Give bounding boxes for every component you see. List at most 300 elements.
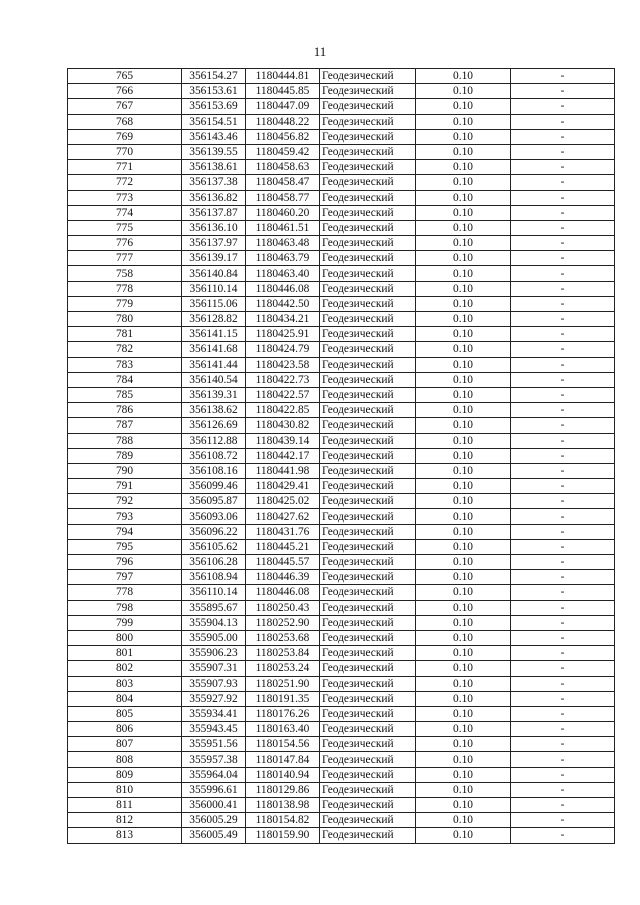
note-cell: - xyxy=(511,767,615,782)
method-cell: Геодезический xyxy=(320,327,416,342)
method-cell: Геодезический xyxy=(320,782,416,797)
method-cell: Геодезический xyxy=(320,175,416,190)
x-coordinate-cell: 356139.55 xyxy=(182,144,246,159)
note-cell: - xyxy=(511,691,615,706)
x-coordinate-cell: 355957.38 xyxy=(182,752,246,767)
table-row xyxy=(68,357,615,372)
accuracy-cell: 0.10 xyxy=(416,524,511,539)
x-coordinate-cell: 356126.69 xyxy=(182,418,246,433)
point-number-cell: 811 xyxy=(68,798,182,813)
method-cell: Геодезический xyxy=(320,251,416,266)
accuracy-cell: 0.10 xyxy=(416,114,511,129)
accuracy-cell: 0.10 xyxy=(416,615,511,630)
point-number-cell: 770 xyxy=(68,144,182,159)
accuracy-cell: 0.10 xyxy=(416,737,511,752)
accuracy-cell: 0.10 xyxy=(416,69,511,84)
accuracy-cell: 0.10 xyxy=(416,418,511,433)
coordinates-table-body xyxy=(68,69,615,844)
accuracy-cell: 0.10 xyxy=(416,676,511,691)
accuracy-cell: 0.10 xyxy=(416,509,511,524)
table-row xyxy=(68,600,615,615)
accuracy-cell: 0.10 xyxy=(416,160,511,175)
x-coordinate-cell: 356141.44 xyxy=(182,357,246,372)
note-cell: - xyxy=(511,448,615,463)
table-row xyxy=(68,448,615,463)
y-coordinate-cell: 1180448.22 xyxy=(246,114,320,129)
y-coordinate-cell: 1180445.57 xyxy=(246,555,320,570)
y-coordinate-cell: 1180253.84 xyxy=(246,646,320,661)
x-coordinate-cell: 355943.45 xyxy=(182,722,246,737)
table-row xyxy=(68,433,615,448)
point-number-cell: 808 xyxy=(68,752,182,767)
y-coordinate-cell: 1180140.94 xyxy=(246,767,320,782)
table-row xyxy=(68,114,615,129)
note-cell: - xyxy=(511,479,615,494)
accuracy-cell: 0.10 xyxy=(416,357,511,372)
table-row xyxy=(68,585,615,600)
note-cell: - xyxy=(511,236,615,251)
accuracy-cell: 0.10 xyxy=(416,767,511,782)
accuracy-cell: 0.10 xyxy=(416,798,511,813)
y-coordinate-cell: 1180442.17 xyxy=(246,448,320,463)
method-cell: Геодезический xyxy=(320,570,416,585)
method-cell: Геодезический xyxy=(320,220,416,235)
x-coordinate-cell: 356106.28 xyxy=(182,555,246,570)
y-coordinate-cell: 1180251.90 xyxy=(246,676,320,691)
y-coordinate-cell: 1180427.62 xyxy=(246,509,320,524)
y-coordinate-cell: 1180460.20 xyxy=(246,205,320,220)
x-coordinate-cell: 355895.67 xyxy=(182,600,246,615)
point-number-cell: 765 xyxy=(68,69,182,84)
y-coordinate-cell: 1180422.73 xyxy=(246,372,320,387)
point-number-cell: 772 xyxy=(68,175,182,190)
point-number-cell: 775 xyxy=(68,220,182,235)
x-coordinate-cell: 356137.87 xyxy=(182,205,246,220)
note-cell: - xyxy=(511,600,615,615)
x-coordinate-cell: 356128.82 xyxy=(182,312,246,327)
table-row xyxy=(68,312,615,327)
method-cell: Геодезический xyxy=(320,190,416,205)
note-cell: - xyxy=(511,144,615,159)
note-cell: - xyxy=(511,555,615,570)
point-number-cell: 798 xyxy=(68,600,182,615)
accuracy-cell: 0.10 xyxy=(416,144,511,159)
point-number-cell: 784 xyxy=(68,372,182,387)
accuracy-cell: 0.10 xyxy=(416,281,511,296)
accuracy-cell: 0.10 xyxy=(416,220,511,235)
accuracy-cell: 0.10 xyxy=(416,175,511,190)
point-number-cell: 790 xyxy=(68,463,182,478)
note-cell: - xyxy=(511,752,615,767)
y-coordinate-cell: 1180446.39 xyxy=(246,570,320,585)
accuracy-cell: 0.10 xyxy=(416,494,511,509)
x-coordinate-cell: 356110.14 xyxy=(182,585,246,600)
accuracy-cell: 0.10 xyxy=(416,813,511,828)
table-row xyxy=(68,767,615,782)
method-cell: Геодезический xyxy=(320,722,416,737)
note-cell: - xyxy=(511,661,615,676)
table-row xyxy=(68,798,615,813)
table-row xyxy=(68,737,615,752)
point-number-cell: 794 xyxy=(68,524,182,539)
note-cell: - xyxy=(511,190,615,205)
method-cell: Геодезический xyxy=(320,494,416,509)
x-coordinate-cell: 356093.06 xyxy=(182,509,246,524)
x-coordinate-cell: 356139.17 xyxy=(182,251,246,266)
method-cell: Геодезический xyxy=(320,767,416,782)
table-row xyxy=(68,403,615,418)
table-row xyxy=(68,509,615,524)
point-number-cell: 778 xyxy=(68,281,182,296)
accuracy-cell: 0.10 xyxy=(416,630,511,645)
point-number-cell: 807 xyxy=(68,737,182,752)
note-cell: - xyxy=(511,509,615,524)
x-coordinate-cell: 356095.87 xyxy=(182,494,246,509)
table-row xyxy=(68,630,615,645)
note-cell: - xyxy=(511,84,615,99)
point-number-cell: 803 xyxy=(68,676,182,691)
method-cell: Геодезический xyxy=(320,646,416,661)
table-row xyxy=(68,782,615,797)
accuracy-cell: 0.10 xyxy=(416,752,511,767)
x-coordinate-cell: 356137.97 xyxy=(182,236,246,251)
method-cell: Геодезический xyxy=(320,433,416,448)
y-coordinate-cell: 1180129.86 xyxy=(246,782,320,797)
table-row xyxy=(68,342,615,357)
table-row xyxy=(68,372,615,387)
point-number-cell: 780 xyxy=(68,312,182,327)
y-coordinate-cell: 1180163.40 xyxy=(246,722,320,737)
method-cell: Геодезический xyxy=(320,828,416,843)
note-cell: - xyxy=(511,646,615,661)
accuracy-cell: 0.10 xyxy=(416,661,511,676)
x-coordinate-cell: 355996.61 xyxy=(182,782,246,797)
method-cell: Геодезический xyxy=(320,160,416,175)
x-coordinate-cell: 356108.94 xyxy=(182,570,246,585)
table-row xyxy=(68,418,615,433)
accuracy-cell: 0.10 xyxy=(416,296,511,311)
note-cell: - xyxy=(511,418,615,433)
method-cell: Геодезический xyxy=(320,281,416,296)
accuracy-cell: 0.10 xyxy=(416,479,511,494)
note-cell: - xyxy=(511,722,615,737)
table-row xyxy=(68,813,615,828)
point-number-cell: 776 xyxy=(68,236,182,251)
note-cell: - xyxy=(511,676,615,691)
x-coordinate-cell: 356154.51 xyxy=(182,114,246,129)
point-number-cell: 797 xyxy=(68,570,182,585)
method-cell: Геодезический xyxy=(320,676,416,691)
note-cell: - xyxy=(511,403,615,418)
method-cell: Геодезический xyxy=(320,236,416,251)
point-number-cell: 805 xyxy=(68,706,182,721)
note-cell: - xyxy=(511,433,615,448)
accuracy-cell: 0.10 xyxy=(416,266,511,281)
method-cell: Геодезический xyxy=(320,737,416,752)
point-number-cell: 787 xyxy=(68,418,182,433)
note-cell: - xyxy=(511,387,615,402)
y-coordinate-cell: 1180176.26 xyxy=(246,706,320,721)
accuracy-cell: 0.10 xyxy=(416,691,511,706)
point-number-cell: 809 xyxy=(68,767,182,782)
x-coordinate-cell: 356110.14 xyxy=(182,281,246,296)
point-number-cell: 799 xyxy=(68,615,182,630)
y-coordinate-cell: 1180422.85 xyxy=(246,403,320,418)
table-row xyxy=(68,828,615,843)
accuracy-cell: 0.10 xyxy=(416,646,511,661)
point-number-cell: 778 xyxy=(68,585,182,600)
x-coordinate-cell: 355964.04 xyxy=(182,767,246,782)
table-row xyxy=(68,570,615,585)
point-number-cell: 789 xyxy=(68,448,182,463)
table-row xyxy=(68,84,615,99)
point-number-cell: 802 xyxy=(68,661,182,676)
point-number-cell: 800 xyxy=(68,630,182,645)
note-cell: - xyxy=(511,524,615,539)
table-row xyxy=(68,615,615,630)
y-coordinate-cell: 1180463.48 xyxy=(246,236,320,251)
note-cell: - xyxy=(511,828,615,843)
y-coordinate-cell: 1180458.63 xyxy=(246,160,320,175)
note-cell: - xyxy=(511,69,615,84)
point-number-cell: 779 xyxy=(68,296,182,311)
point-number-cell: 769 xyxy=(68,129,182,144)
accuracy-cell: 0.10 xyxy=(416,129,511,144)
x-coordinate-cell: 355906.23 xyxy=(182,646,246,661)
method-cell: Геодезический xyxy=(320,342,416,357)
accuracy-cell: 0.10 xyxy=(416,342,511,357)
y-coordinate-cell: 1180441.98 xyxy=(246,463,320,478)
x-coordinate-cell: 356141.15 xyxy=(182,327,246,342)
x-coordinate-cell: 356153.61 xyxy=(182,84,246,99)
x-coordinate-cell: 356153.69 xyxy=(182,99,246,114)
note-cell: - xyxy=(511,570,615,585)
method-cell: Геодезический xyxy=(320,615,416,630)
point-number-cell: 771 xyxy=(68,160,182,175)
note-cell: - xyxy=(511,782,615,797)
note-cell: - xyxy=(511,251,615,266)
y-coordinate-cell: 1180458.47 xyxy=(246,175,320,190)
table-row xyxy=(68,479,615,494)
x-coordinate-cell: 356138.61 xyxy=(182,160,246,175)
y-coordinate-cell: 1180154.82 xyxy=(246,813,320,828)
method-cell: Геодезический xyxy=(320,463,416,478)
note-cell: - xyxy=(511,312,615,327)
note-cell: - xyxy=(511,630,615,645)
table-row xyxy=(68,190,615,205)
table-row xyxy=(68,236,615,251)
y-coordinate-cell: 1180425.91 xyxy=(246,327,320,342)
y-coordinate-cell: 1180424.79 xyxy=(246,342,320,357)
accuracy-cell: 0.10 xyxy=(416,433,511,448)
x-coordinate-cell: 356005.49 xyxy=(182,828,246,843)
y-coordinate-cell: 1180253.68 xyxy=(246,630,320,645)
x-coordinate-cell: 356096.22 xyxy=(182,524,246,539)
accuracy-cell: 0.10 xyxy=(416,312,511,327)
note-cell: - xyxy=(511,539,615,554)
y-coordinate-cell: 1180445.21 xyxy=(246,539,320,554)
point-number-cell: 777 xyxy=(68,251,182,266)
y-coordinate-cell: 1180425.02 xyxy=(246,494,320,509)
method-cell: Геодезический xyxy=(320,387,416,402)
method-cell: Геодезический xyxy=(320,69,416,84)
point-number-cell: 785 xyxy=(68,387,182,402)
note-cell: - xyxy=(511,129,615,144)
method-cell: Геодезический xyxy=(320,798,416,813)
y-coordinate-cell: 1180159.90 xyxy=(246,828,320,843)
y-coordinate-cell: 1180138.98 xyxy=(246,798,320,813)
x-coordinate-cell: 356136.10 xyxy=(182,220,246,235)
x-coordinate-cell: 355907.93 xyxy=(182,676,246,691)
x-coordinate-cell: 356154.27 xyxy=(182,69,246,84)
table-row xyxy=(68,144,615,159)
y-coordinate-cell: 1180446.08 xyxy=(246,585,320,600)
note-cell: - xyxy=(511,737,615,752)
note-cell: - xyxy=(511,175,615,190)
method-cell: Геодезический xyxy=(320,661,416,676)
point-number-cell: 774 xyxy=(68,205,182,220)
x-coordinate-cell: 356143.46 xyxy=(182,129,246,144)
y-coordinate-cell: 1180463.79 xyxy=(246,251,320,266)
point-number-cell: 806 xyxy=(68,722,182,737)
note-cell: - xyxy=(511,372,615,387)
method-cell: Геодезический xyxy=(320,524,416,539)
point-number-cell: 773 xyxy=(68,190,182,205)
y-coordinate-cell: 1180253.24 xyxy=(246,661,320,676)
y-coordinate-cell: 1180458.77 xyxy=(246,190,320,205)
note-cell: - xyxy=(511,463,615,478)
x-coordinate-cell: 356112.88 xyxy=(182,433,246,448)
y-coordinate-cell: 1180430.82 xyxy=(246,418,320,433)
x-coordinate-cell: 356005.29 xyxy=(182,813,246,828)
point-number-cell: 801 xyxy=(68,646,182,661)
accuracy-cell: 0.10 xyxy=(416,570,511,585)
accuracy-cell: 0.10 xyxy=(416,387,511,402)
y-coordinate-cell: 1180434.21 xyxy=(246,312,320,327)
method-cell: Геодезический xyxy=(320,129,416,144)
y-coordinate-cell: 1180250.43 xyxy=(246,600,320,615)
point-number-cell: 812 xyxy=(68,813,182,828)
y-coordinate-cell: 1180442.50 xyxy=(246,296,320,311)
x-coordinate-cell: 355904.13 xyxy=(182,615,246,630)
table-row xyxy=(68,706,615,721)
x-coordinate-cell: 355934.41 xyxy=(182,706,246,721)
table-row xyxy=(68,722,615,737)
y-coordinate-cell: 1180431.76 xyxy=(246,524,320,539)
method-cell: Геодезический xyxy=(320,448,416,463)
note-cell: - xyxy=(511,706,615,721)
coordinates-table xyxy=(67,68,615,844)
table-row xyxy=(68,494,615,509)
method-cell: Геодезический xyxy=(320,403,416,418)
table-row xyxy=(68,175,615,190)
method-cell: Геодезический xyxy=(320,555,416,570)
method-cell: Геодезический xyxy=(320,205,416,220)
table-row xyxy=(68,555,615,570)
accuracy-cell: 0.10 xyxy=(416,190,511,205)
method-cell: Геодезический xyxy=(320,372,416,387)
y-coordinate-cell: 1180429.41 xyxy=(246,479,320,494)
point-number-cell: 783 xyxy=(68,357,182,372)
method-cell: Геодезический xyxy=(320,585,416,600)
accuracy-cell: 0.10 xyxy=(416,555,511,570)
point-number-cell: 758 xyxy=(68,266,182,281)
method-cell: Геодезический xyxy=(320,691,416,706)
accuracy-cell: 0.10 xyxy=(416,327,511,342)
point-number-cell: 766 xyxy=(68,84,182,99)
point-number-cell: 781 xyxy=(68,327,182,342)
accuracy-cell: 0.10 xyxy=(416,251,511,266)
y-coordinate-cell: 1180461.51 xyxy=(246,220,320,235)
y-coordinate-cell: 1180463.40 xyxy=(246,266,320,281)
x-coordinate-cell: 356138.62 xyxy=(182,403,246,418)
accuracy-cell: 0.10 xyxy=(416,448,511,463)
note-cell: - xyxy=(511,281,615,296)
method-cell: Геодезический xyxy=(320,418,416,433)
table-row xyxy=(68,387,615,402)
accuracy-cell: 0.10 xyxy=(416,539,511,554)
method-cell: Геодезический xyxy=(320,539,416,554)
table-row xyxy=(68,646,615,661)
note-cell: - xyxy=(511,114,615,129)
point-number-cell: 813 xyxy=(68,828,182,843)
point-number-cell: 804 xyxy=(68,691,182,706)
note-cell: - xyxy=(511,615,615,630)
table-row xyxy=(68,752,615,767)
note-cell: - xyxy=(511,342,615,357)
x-coordinate-cell: 356140.54 xyxy=(182,372,246,387)
table-row xyxy=(68,69,615,84)
table-row xyxy=(68,99,615,114)
accuracy-cell: 0.10 xyxy=(416,372,511,387)
table-row xyxy=(68,160,615,175)
table-row xyxy=(68,296,615,311)
x-coordinate-cell: 356000.41 xyxy=(182,798,246,813)
table-row xyxy=(68,205,615,220)
accuracy-cell: 0.10 xyxy=(416,585,511,600)
note-cell: - xyxy=(511,296,615,311)
y-coordinate-cell: 1180191.35 xyxy=(246,691,320,706)
table-row xyxy=(68,524,615,539)
accuracy-cell: 0.10 xyxy=(416,205,511,220)
point-number-cell: 810 xyxy=(68,782,182,797)
x-coordinate-cell: 355905.00 xyxy=(182,630,246,645)
y-coordinate-cell: 1180444.81 xyxy=(246,69,320,84)
y-coordinate-cell: 1180154.56 xyxy=(246,737,320,752)
table-row xyxy=(68,129,615,144)
accuracy-cell: 0.10 xyxy=(416,600,511,615)
table-row xyxy=(68,539,615,554)
accuracy-cell: 0.10 xyxy=(416,722,511,737)
y-coordinate-cell: 1180459.42 xyxy=(246,144,320,159)
x-coordinate-cell: 355927.92 xyxy=(182,691,246,706)
x-coordinate-cell: 356105.62 xyxy=(182,539,246,554)
note-cell: - xyxy=(511,357,615,372)
accuracy-cell: 0.10 xyxy=(416,828,511,843)
method-cell: Геодезический xyxy=(320,357,416,372)
accuracy-cell: 0.10 xyxy=(416,706,511,721)
note-cell: - xyxy=(511,266,615,281)
note-cell: - xyxy=(511,494,615,509)
method-cell: Геодезический xyxy=(320,84,416,99)
accuracy-cell: 0.10 xyxy=(416,236,511,251)
table-row xyxy=(68,463,615,478)
accuracy-cell: 0.10 xyxy=(416,99,511,114)
point-number-cell: 786 xyxy=(68,403,182,418)
point-number-cell: 767 xyxy=(68,99,182,114)
x-coordinate-cell: 356108.16 xyxy=(182,463,246,478)
point-number-cell: 768 xyxy=(68,114,182,129)
